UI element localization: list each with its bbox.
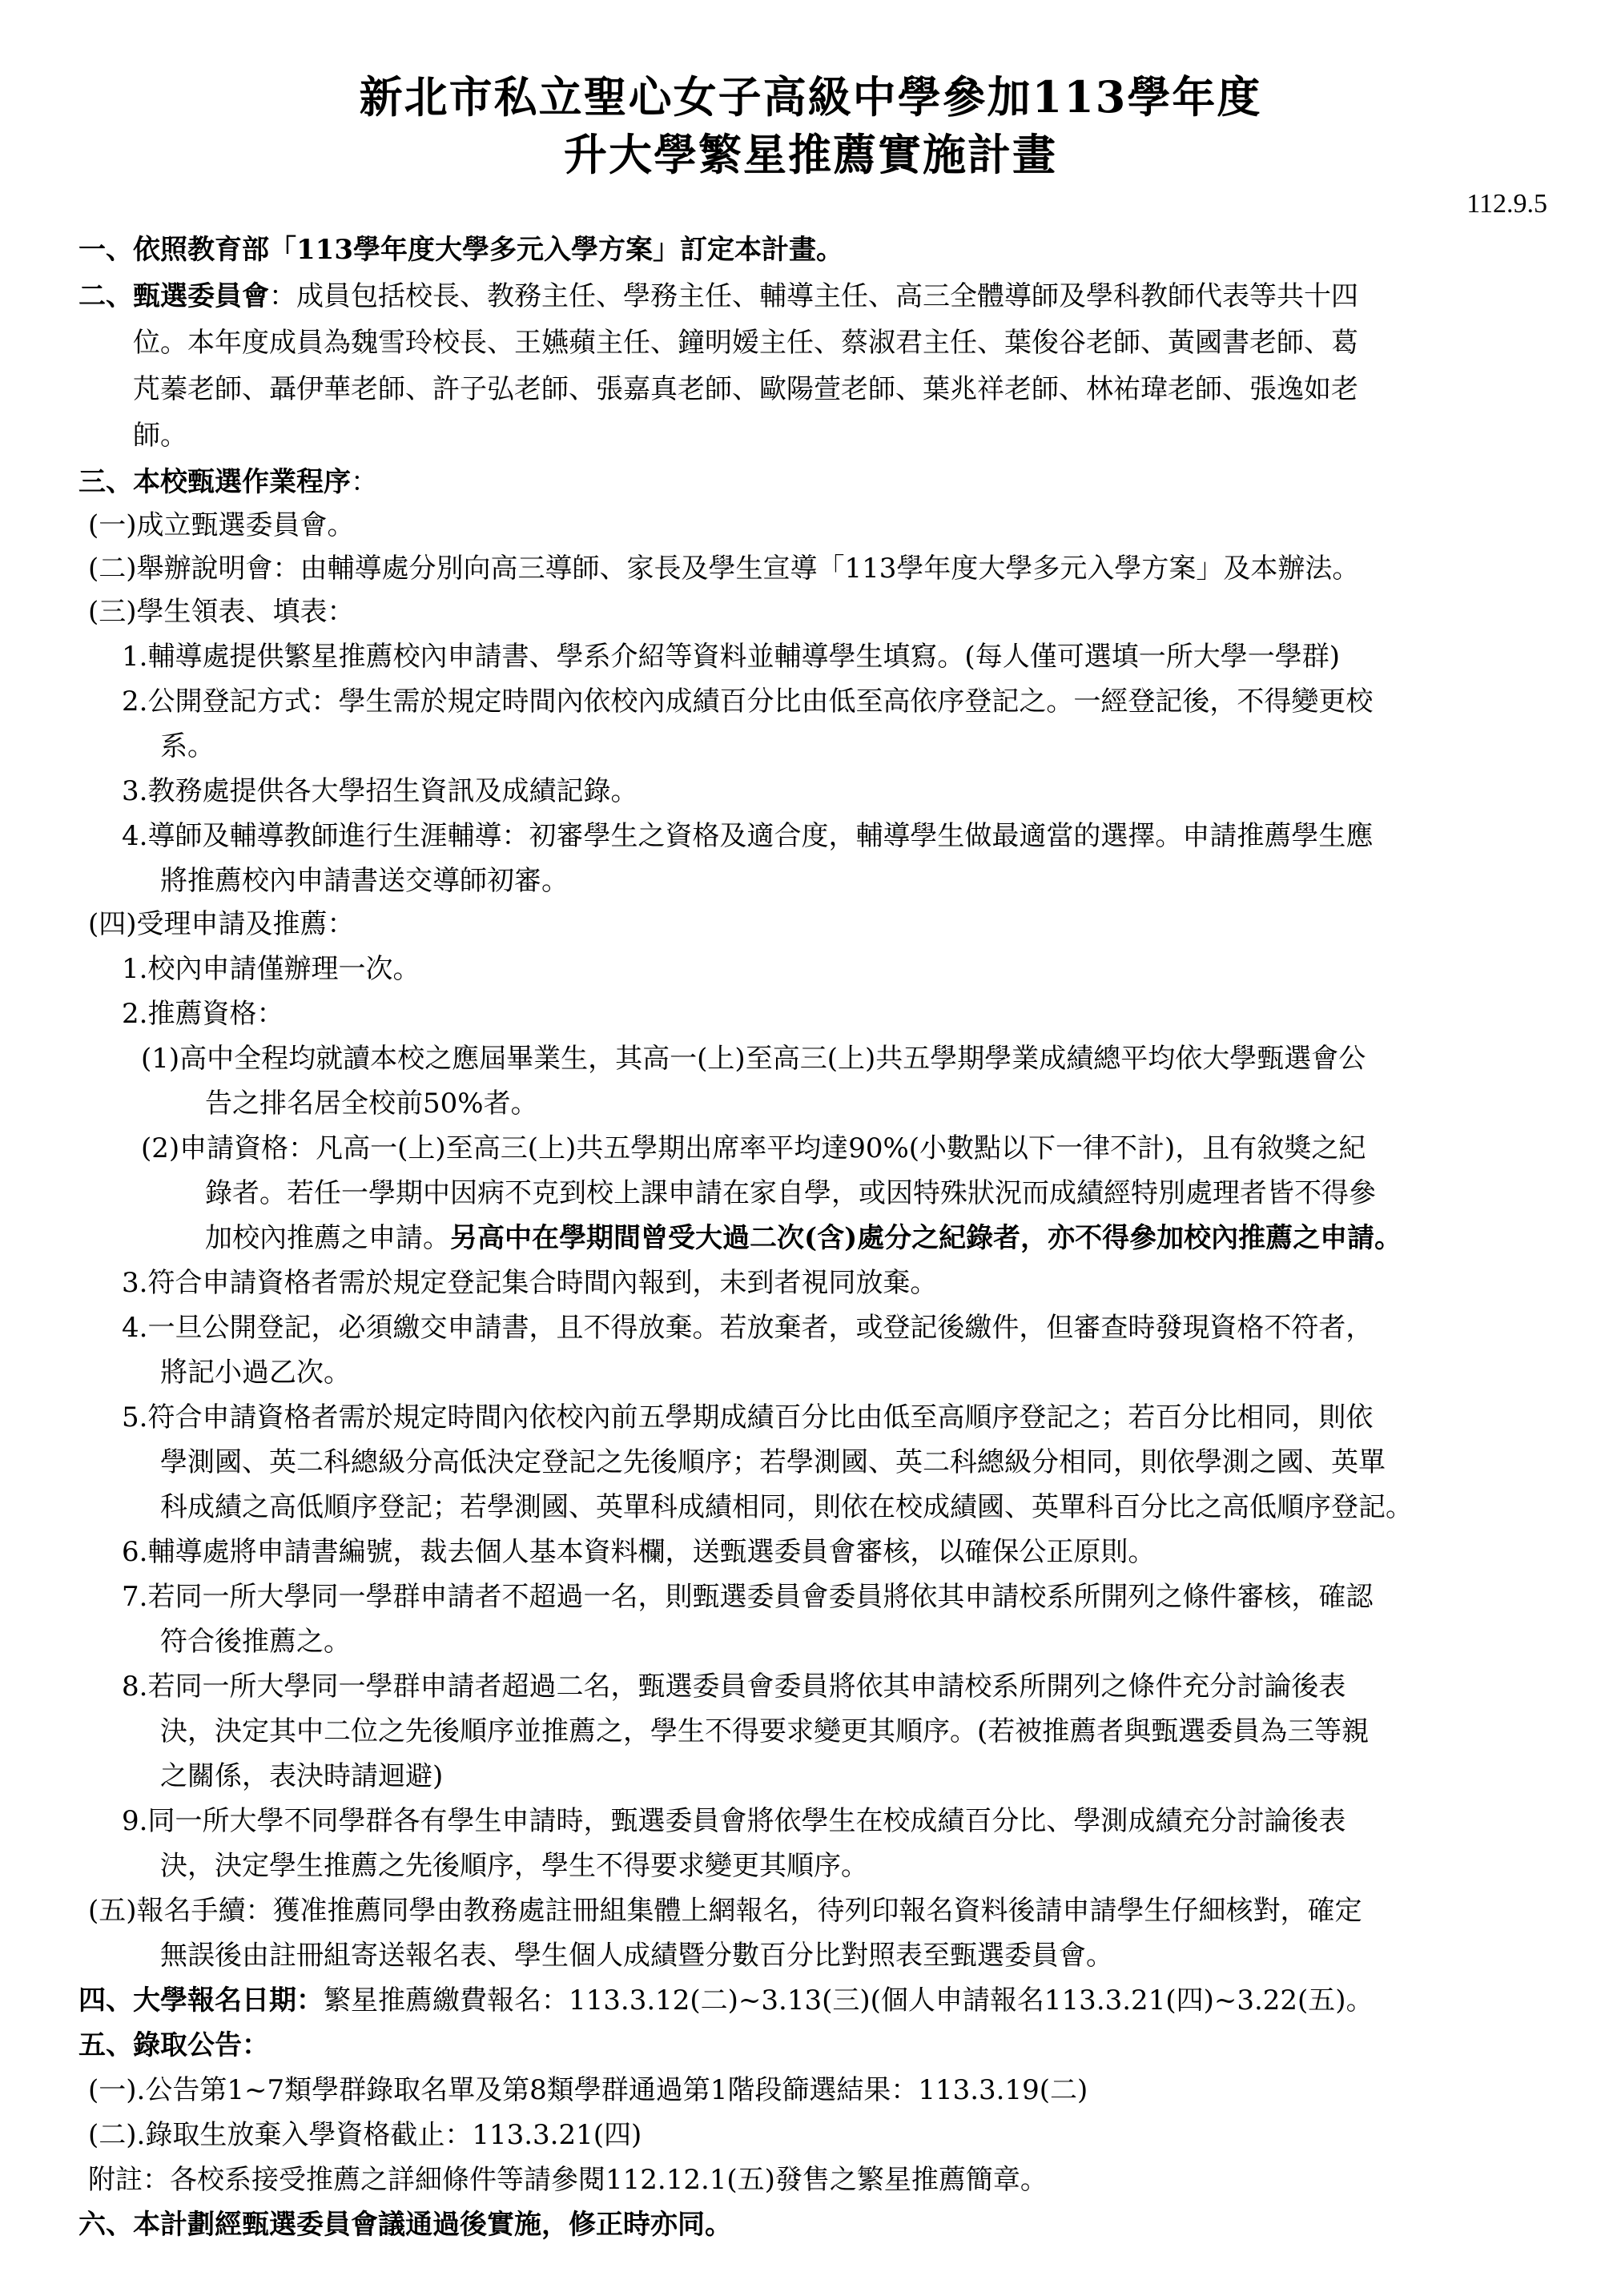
section-5-note: 附註：各校系接受推薦之詳細條件等請參閱112.12.1(五)發售之繁星推薦簡章。	[88, 2164, 1048, 2196]
section-3-4-item-3: 3.符合申請資格者需於規定登記集合時間內報到，未到者視同放棄。	[122, 1267, 938, 1299]
section-3-heading: 三、本校甄選作業程序	[78, 466, 351, 498]
section-6: 六、本計劃經甄選委員會議通過後實施，修正時亦同。	[78, 2209, 732, 2241]
sub-2-line3-text: 加校內推薦之申請。	[205, 1222, 450, 1254]
section-3-4-item-6: 6.輔導處將申請書編號，裁去個人基本資料欄，送甄選委員會審核，以確保公正原則。	[122, 1536, 1156, 1568]
section-3-4-item-8-line1: 8.若同一所大學同一學群申請者超過二名，甄選委員會委員將依其申請校系所開列之條件充分討論後表	[122, 1671, 1346, 1703]
section-3-4-item-4-line1: 4.一旦公開登記，必須繳交申請書，且不得放棄。若放棄者，或登記後繳件，但審查時發現資格不符者，	[122, 1312, 1374, 1344]
section-3-4-item-7-line1: 7.若同一所大學同一學群申請者不超過一名，則甄選委員會委員將依其申請校系所開列之條件審核，確認	[122, 1581, 1374, 1613]
section-5-item-1: (一).公告第1~7類學群錄取名單及第8類學群通過第1階段篩選結果：113.3.19(二)	[88, 2074, 1088, 2106]
section-3-4-item-5-line2: 學測國、英二科總級分高低決定登記之先後順序；若學測國、英二科總級分相同，則依學測之國、英單	[160, 1446, 1386, 1478]
section-5-heading: 五、錄取公告：	[78, 2029, 269, 2061]
section-3-3-item-4-line1: 4.導師及輔導教師進行生涯輔導：初審學生之資格及適合度，輔導學生做最適當的選擇。申請推薦學生應	[122, 820, 1374, 852]
section-3-4-item-7-line2: 符合後推薦之。	[160, 1626, 351, 1658]
section-3-4-item-2: 2.推薦資格：	[122, 998, 284, 1030]
section-4	[78, 1984, 1374, 2017]
section-3-4-item-5-line3: 科成績之高低順序登記；若學測國、英單科成績相同，則依在校成績國、英單科百分比之高低順序登記。	[160, 1491, 1413, 1523]
document-date: 112.9.5	[1466, 189, 1547, 219]
document-title-line1: 新北市私立聖心女子高級中學參加113學年度	[359, 71, 1262, 123]
document-title-line2: 升大學繁星推薦實施計畫	[564, 129, 1057, 180]
section-3-item-1: (一)成立甄選委員會。	[88, 509, 355, 541]
section-3-3-item-2-line1: 2.公開登記方式：學生需於規定時間內依校內成績百分比由低至高依序登記之。一經登記後，不得變更校	[122, 686, 1374, 718]
section-2-line1	[78, 280, 1358, 312]
section-3-4-2-sub-2-line1: (2)申請資格：凡高一(上)至高三(上)共五學期出席率平均達90%(小數點以下一律不計)，且有敘獎之紀	[141, 1132, 1366, 1164]
section-2-line3: 芃蓁老師、聶伊華老師、許子弘老師、張嘉真老師、歐陽萱老師、葉兆祥老師、林祐瑋老師、張逸如老	[133, 373, 1358, 405]
section-3-4-item-5-line1: 5.符合申請資格者需於規定時間內依校內前五學期成績百分比由低至高順序登記之；若百分比相同，則依	[122, 1401, 1374, 1433]
section-3-colon: ：	[351, 466, 378, 498]
section-1: 一、依照教育部「113學年度大學多元入學方案」訂定本計畫。	[78, 234, 843, 266]
section-3-3-item-4-line2: 將推薦校內申請書送交導師初審。	[160, 865, 569, 897]
section-3-4-item-9-line1: 9.同一所大學不同學群各有學生申請時，甄選委員會將依學生在校成績百分比、學測成績充分討論後表	[122, 1805, 1346, 1837]
section-3-4-item-8-line3: 之關係，表決時請迴避)	[160, 1760, 444, 1792]
section-3-4-item-4-line2: 將記小過乙次。	[160, 1357, 351, 1389]
section-3-heading-line	[78, 466, 378, 498]
section-3-item-4: (四)受理申請及推薦：	[88, 908, 355, 940]
section-3-item-5-line1: (五)報名手續：獲准推薦同學由教務處註冊組集體上網報名，待列印報名資料後請申請學生仔細核對，確定	[88, 1895, 1362, 1927]
section-4-heading: 四、大學報名日期：	[78, 1984, 324, 2017]
section-2-text: ：成員包括校長、教務主任、學務主任、輔導主任、高三全體導師及學科教師代表等共十四	[269, 280, 1358, 312]
section-4-text: 繁星推薦繳費報名：113.3.12(二)~3.13(三)(個人申請報名113.3.21(四)~3.22(五)。	[324, 1984, 1374, 2017]
section-5-item-2: (二).錄取生放棄入學資格截止：113.3.21(四)	[88, 2119, 642, 2151]
section-2-line2: 位。本年度成員為魏雪玲校長、王嬿蘋主任、鐘明嫒主任、蔡淑君主任、葉俊谷老師、黃國書老師、葛	[133, 327, 1358, 359]
section-3-4-item-8-line2: 決，決定其中二位之先後順序並推薦之，學生不得要求變更其順序。(若被推薦者與甄選委員為三等親	[160, 1715, 1370, 1747]
section-3-4-item-9-line2: 決，決定學生推薦之先後順序，學生不得要求變更其順序。	[160, 1850, 868, 1882]
section-3-3-item-2-line2: 系。	[160, 730, 215, 762]
section-3-3-item-1: 1.輔導處提供繁星推薦校內申請書、學系介紹等資料並輔導學生填寫。(每人僅可選填一所大學一學群)	[122, 641, 1340, 673]
section-2-line4: 師。	[133, 420, 187, 452]
section-3-item-2: (二)舉辦說明會：由輔導處分別向高三導師、家長及學生宣導「113學年度大學多元入學方案」及本辦法。	[88, 553, 1360, 585]
section-3-4-item-1: 1.校內申請僅辦理一次。	[122, 953, 420, 985]
section-3-4-2-sub-2-line2: 錄者。若任一學期中因病不克到校上課申請在家自學，或因特殊狀況而成績經特別處理者皆不得參	[205, 1177, 1376, 1209]
section-3-item-5-line2: 無誤後由註冊組寄送報名表、學生個人成績暨分數百分比對照表至甄選委員會。	[160, 1940, 1113, 1972]
section-3-4-2-sub-2-line3	[205, 1222, 1402, 1254]
section-3-3-item-3: 3.教務處提供各大學招生資訊及成績記錄。	[122, 775, 638, 807]
section-3-item-3: (三)學生領表、填表：	[88, 596, 355, 628]
section-3-4-2-sub-1-line1: (1)高中全程均就讀本校之應屆畢業生，其高一(上)至高三(上)共五學期學業成績總平均依大學甄選會公	[141, 1043, 1366, 1075]
sub-2-line3-bold: 另高中在學期間曾受大過二次(含)處分之紀錄者，亦不得參加校內推薦之申請。	[450, 1222, 1402, 1254]
section-3-4-2-sub-1-line2: 告之排名居全校前50%者。	[205, 1088, 538, 1120]
section-2-heading: 二、甄選委員會	[78, 280, 269, 312]
